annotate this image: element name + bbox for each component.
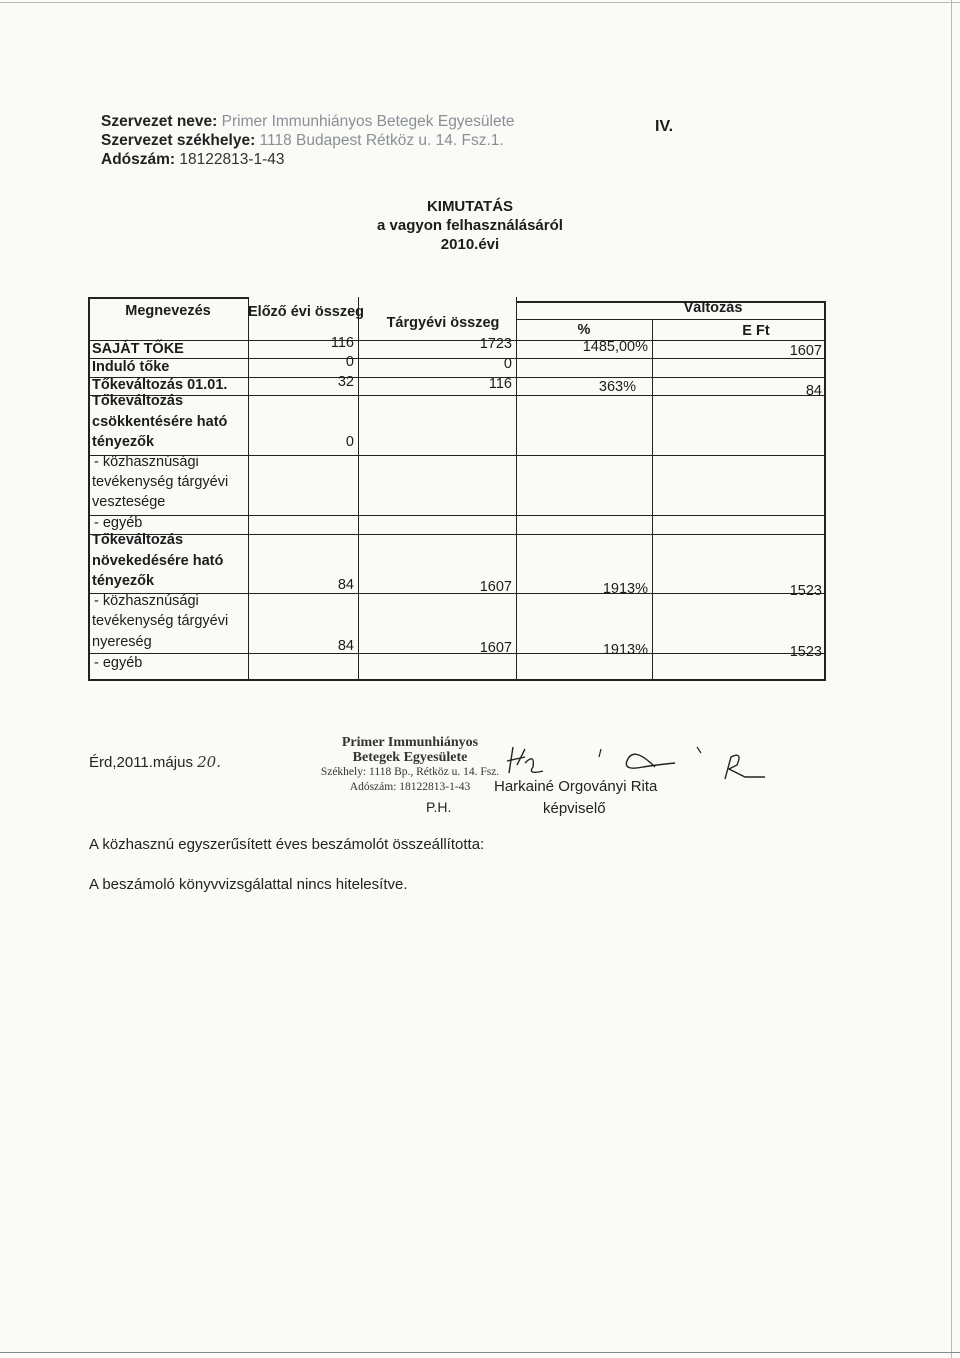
- csokkentes-prev: 0: [345, 434, 354, 450]
- header-valtozas: Változás: [683, 300, 743, 316]
- header-elozo-evi: Előző évi összeg: [248, 304, 365, 320]
- row-label-csokkentes-1: Tőkeváltozás: [92, 393, 184, 409]
- org-seat-value: 1118 Budapest Rétköz u. 14. Fsz.1.: [259, 132, 504, 149]
- compiled-by-note: A közhasznú egyszerűsített éves beszámolót összeállította:: [89, 836, 485, 853]
- tax-number-value: 18122813-1-43: [179, 151, 285, 168]
- row-label-csokkentes-3: tényezők: [92, 434, 155, 450]
- org-seat-label: Szervezet székhelye:: [101, 132, 256, 149]
- ph-mark: P.H.: [426, 799, 452, 815]
- nov-kozhasznu-eft: 1523: [789, 644, 822, 660]
- signature-stroke-2: [599, 749, 601, 757]
- title-line-1: KIMUTATÁS: [426, 198, 514, 215]
- stamp-line-4: Adószám: 18122813-1-43: [349, 781, 471, 793]
- novekedes-eft: 1523: [789, 583, 822, 599]
- sajat-toke-eft: 1607: [789, 343, 822, 359]
- stamp-line-3: Székhely: 1118 Bp., Rétköz u. 14. Fsz.: [320, 766, 500, 778]
- tokevaltozas-eft: 84: [805, 383, 822, 399]
- row-label-novekedes-1: Tőkeváltozás: [92, 532, 184, 548]
- title-line-3: 2010.évi: [440, 236, 500, 253]
- place-date: [89, 753, 221, 771]
- scan-edge-right: [951, 0, 952, 1358]
- novekedes-pct: 1913%: [602, 581, 648, 597]
- org-name-value: Primer Immunhiányos Betegek Egyesülete: [221, 113, 515, 130]
- scan-edge-top: [0, 2, 960, 3]
- nov-kozhasznu-prev: 84: [337, 638, 354, 654]
- row-label-novekedes-3: tényezők: [92, 573, 155, 589]
- row-label-csokkentes-2: csökkentésére ható: [92, 414, 228, 430]
- row-label-novekedes-2: növekedésére ható: [92, 553, 224, 569]
- sajat-toke-pct: 1485,00%: [582, 339, 648, 355]
- novekedes-curr: 1607: [479, 579, 512, 595]
- stamp-line-2: Betegek Egyesülete: [352, 750, 468, 765]
- row-label-nov-kozhasznu-2: tevékenység tárgyévi: [92, 613, 229, 629]
- scan-edge-bottom: [0, 1352, 960, 1353]
- signer-name: Harkainé Orgoványi Rita: [494, 778, 658, 795]
- row-label-tokevaltozas: Tőkeváltozás 01.01.: [92, 377, 228, 393]
- row-label-csokk-kozhasznu-3: vesztesége: [92, 494, 166, 510]
- asset-usage-table: [88, 297, 826, 681]
- row-label-csokk-egyeb: - egyéb: [94, 515, 143, 531]
- document-title: [350, 197, 590, 254]
- header-megnevezes: Megnevezés: [125, 303, 211, 319]
- nov-kozhasznu-curr: 1607: [479, 640, 512, 656]
- header-targyevi: Tárgyévi összeg: [386, 315, 500, 331]
- row-label-sajat-toke: SAJÁT TŐKE: [92, 341, 184, 357]
- sajat-toke-prev: 116: [330, 335, 354, 351]
- signature-stroke-5: [725, 755, 765, 779]
- not-audited-note: A beszámoló könyvvizsgálattal nincs hitelesítve.: [89, 876, 408, 893]
- tax-number-label: Adószám:: [101, 151, 176, 168]
- tokevaltozas-prev: 32: [337, 374, 354, 390]
- row-label-nov-kozhasznu-3: nyereség: [92, 634, 152, 650]
- signature-stroke-3: [626, 754, 675, 768]
- organization-stamp: [320, 735, 500, 795]
- nov-kozhasznu-pct: 1913%: [602, 642, 648, 658]
- title-line-2: a vagyon felhasználásáról: [377, 217, 563, 234]
- stamp-line-1: Primer Immunhiányos: [341, 735, 479, 750]
- indulo-toke-curr: 0: [503, 356, 512, 372]
- tokevaltozas-pct: 363%: [598, 379, 636, 395]
- header-percent: %: [577, 322, 591, 338]
- row-label-csokk-kozhasznu-2: tevékenység tárgyévi: [92, 474, 229, 490]
- row-label-nov-egyeb: - egyéb: [94, 655, 143, 671]
- row-label-nov-kozhasznu-1: - közhasznúsági: [94, 593, 199, 609]
- signature-stroke-4: [697, 747, 701, 753]
- place-date-text: Érd,2011.május: [89, 754, 193, 771]
- row-label-indulo-toke: Induló tőke: [92, 359, 170, 375]
- novekedes-prev: 84: [337, 577, 354, 593]
- org-name-label: Szervezet neve:: [101, 113, 218, 130]
- place-date-day-handwritten: 20.: [197, 753, 221, 771]
- tokevaltozas-curr: 116: [488, 376, 512, 392]
- header-eft: E Ft: [742, 323, 770, 339]
- row-label-csokk-kozhasznu-1: - közhasznúsági: [94, 454, 199, 470]
- section-number: IV.: [655, 118, 674, 135]
- indulo-toke-prev: 0: [345, 354, 354, 370]
- org-header: [101, 112, 515, 169]
- signer-role: képviselő: [543, 800, 606, 817]
- signature-stroke-1: [507, 747, 543, 773]
- sajat-toke-curr: 1723: [479, 336, 512, 352]
